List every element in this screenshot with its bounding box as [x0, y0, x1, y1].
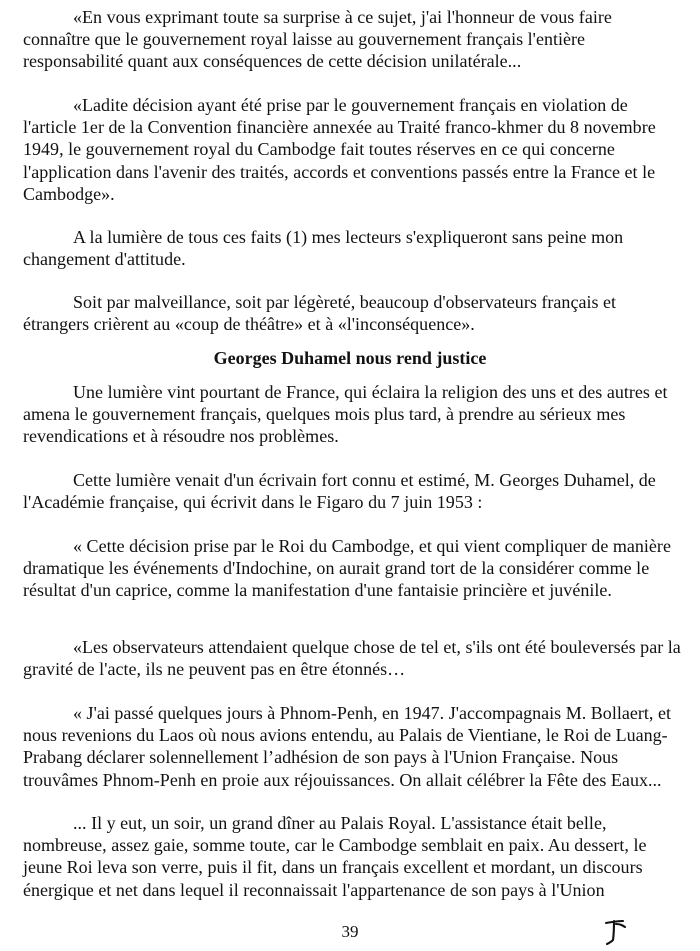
paragraph-5: Une lumière vint pourtant de France, qui éclaira la religion des uns et des autres et amena le gouvernement français, quelques mois plus tard, à prendre au sérieux mes revendications et à résoudre nos problèmes.: [23, 382, 668, 447]
page-number: 39: [341, 922, 359, 941]
paragraph-1: «En vous exprimant toute sa surprise à ce sujet, j'ai l'honneur de vous faire connaître que le gouvernement royal laisse au gouvernement français l'entière responsabilité quant aux conséquences de cette décision unilatérale...: [23, 7, 612, 72]
paragraph-7: « Cette décision prise par le Roi du Cambodge, et qui vient compliquer de manière dramatique les événements d'Indochine, on aurait grand tort de la considérer comme le résultat d'un caprice, comme la manifestation d'une fantaisie princière et juvénile.: [23, 536, 671, 601]
paragraph-6: Cette lumière venait d'un écrivain fort connu et estimé, M. Georges Duhamel, de l'Académie française, qui écrivit dans le Figaro du 7 juin 1953 :: [23, 470, 656, 513]
paragraph-2: «Ladite décision ayant été prise par le gouvernement français en violation de l'article 1er de la Convention financière annexée au Traité franco-khmer du 8 novembre 1949, le gouvernement royal du Cambodge fait toutes réserves en ce qui concerne l'application dans l'avenir des traités, accords et conventions passés entre la France et le Cambodge».: [23, 95, 656, 204]
paragraph-8: «Les observateurs attendaient quelque chose de tel et, s'ils ont été bouleversés par la gravité de l'acte, ils ne peuvent pas en être étonnés…: [23, 637, 681, 680]
handwritten-mark-icon: [598, 915, 630, 947]
paragraph-9: « J'ai passé quelques jours à Phnom-Penh, en 1947. J'accompagnais M. Bollaert, et nous revenions du Laos où nous avions entendu, au Palais de Vientiane, le Roi de Luang-Prabang déclarer solennellement l’adhésion de son pays à l'Union Française. Nous trouvâmes Phnom-Penh en proie aux réjouissances. On allait célébrer la Fête des Eaux...: [23, 703, 671, 790]
paragraph-10: ... Il y eut, un soir, un grand dîner au Palais Royal. L'assistance était belle, nombreuse, assez gaie, somme toute, car le Cambodge semblait en paix. Au dessert, le jeune Roi leva son verre, puis il fit, dans un français excellent et mordant, un discours énergique et net dans lequel il reconnaissait l'appartenance de son pays à l'Union: [23, 813, 647, 900]
paragraph-4: Soit par malveillance, soit par légèreté, beaucoup d'observateurs français et étrangers crièrent au «coup de théâtre» et à «l'inconséquence».: [23, 292, 617, 335]
paragraph-3: A la lumière de tous ces faits (1) mes lecteurs s'expliqueront sans peine mon changement d'attitude.: [23, 227, 624, 270]
section-heading: Georges Duhamel nous rend justice: [213, 348, 487, 368]
